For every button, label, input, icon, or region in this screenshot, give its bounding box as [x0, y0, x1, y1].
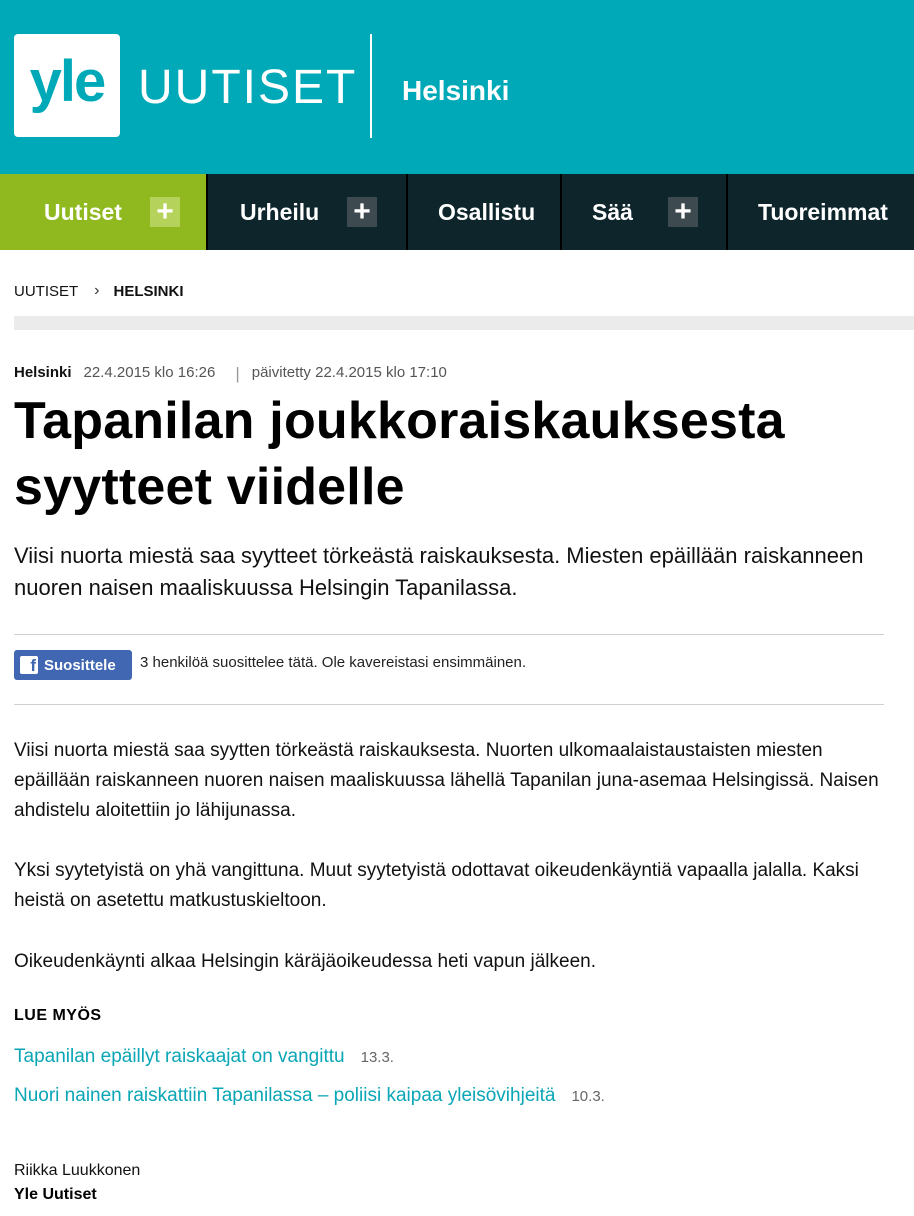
related-article-link[interactable]: Nuori nainen raiskattiin Tapanilassa – poliisi kaipaa yleisövihjeitä [14, 1085, 556, 1106]
nav-item-uutiset[interactable] [0, 174, 208, 250]
section-divider-bar [14, 316, 914, 330]
logo-text: yle [29, 49, 105, 114]
plus-icon[interactable]: + [347, 197, 377, 227]
breadcrumb-current[interactable]: HELSINKI [113, 282, 184, 300]
article-paragraph: Viisi nuorta miestä saa syytten törkeästä raiskauksesta. Nuorten ulkomaalaistaustaisten miesten epäillään raiskanneen nuoren naisen maaliskuussa lähellä Tapanilan juna-asemaa Helsingissä. Naisen ahdistelu aloitettiin jo lähijunassa. [14, 740, 879, 821]
article-paragraph: Oikeudenkäynti alkaa Helsingin käräjäoikeudessa heti vapun jälkeen. [14, 951, 596, 972]
divider [14, 634, 884, 635]
region-title[interactable]: Helsinki [402, 75, 510, 106]
related-article-date: 13.3. [360, 1049, 394, 1066]
article-paragraph: Yksi syytetyistä on yhä vangittuna. Muut syytetyistä odottavat oikeudenkäyntiä vapaalla jalalla. Kaksi heistä on asetettu matkustuskieltoon. [14, 860, 859, 911]
nav-label: Urheilu [240, 198, 320, 225]
nav-label: Tuoreimmat [758, 198, 888, 225]
related-article-date: 10.3. [571, 1088, 605, 1105]
plus-icon[interactable]: + [668, 197, 698, 227]
plus-icon[interactable]: + [150, 197, 180, 227]
yle-logo[interactable] [14, 34, 120, 137]
article-title: Tapanilan joukkoraiskauksesta syytteet viidelle [14, 392, 785, 516]
updated-time: päivitetty 22.4.2015 klo 17:10 [251, 363, 447, 381]
chevron-right-icon: › [94, 282, 100, 299]
facebook-like-label: Suosittele [44, 656, 116, 674]
nav-item-saa[interactable] [562, 174, 728, 250]
published-time: 22.4.2015 klo 16:26 [83, 363, 216, 381]
nav-label: Osallistu [438, 198, 536, 225]
brand-name[interactable]: UUTISET [138, 61, 358, 114]
nav-item-osallistu[interactable] [408, 174, 562, 250]
author-organization: Yle Uutiset [14, 1186, 97, 1203]
meta-region[interactable]: Helsinki [14, 363, 72, 381]
article-meta [14, 362, 447, 382]
read-more-heading: LUE MYÖS [14, 1007, 102, 1024]
breadcrumb-root[interactable]: UUTISET [14, 282, 79, 300]
breadcrumb [14, 282, 184, 300]
facebook-icon: f [20, 656, 38, 674]
nav-label: Sää [592, 198, 633, 225]
nav-item-urheilu[interactable] [208, 174, 408, 250]
facebook-like-count: 3 henkilöä suosittelee tätä. Ole kavereistasi ensimmäinen. [140, 654, 527, 671]
related-article [14, 1046, 394, 1068]
nav-item-tuoreimmat[interactable] [728, 174, 914, 250]
related-article [14, 1085, 605, 1107]
author-name: Riikka Luukkonen [14, 1162, 141, 1179]
meta-separator: | [235, 364, 240, 383]
related-article-link[interactable]: Tapanilan epäillyt raiskaajat on vangittu [14, 1046, 345, 1067]
header-divider [370, 34, 372, 138]
divider [14, 704, 884, 705]
main-nav [0, 174, 914, 250]
article-lead: Viisi nuorta miestä saa syytteet törkeästä raiskauksesta. Miesten epäillään raiskanneen nuoren naisen maaliskuussa Helsingin Tapanilassa. [14, 543, 864, 600]
nav-label: Uutiset [44, 198, 122, 225]
facebook-like-button[interactable] [14, 650, 132, 680]
site-header [0, 0, 914, 174]
